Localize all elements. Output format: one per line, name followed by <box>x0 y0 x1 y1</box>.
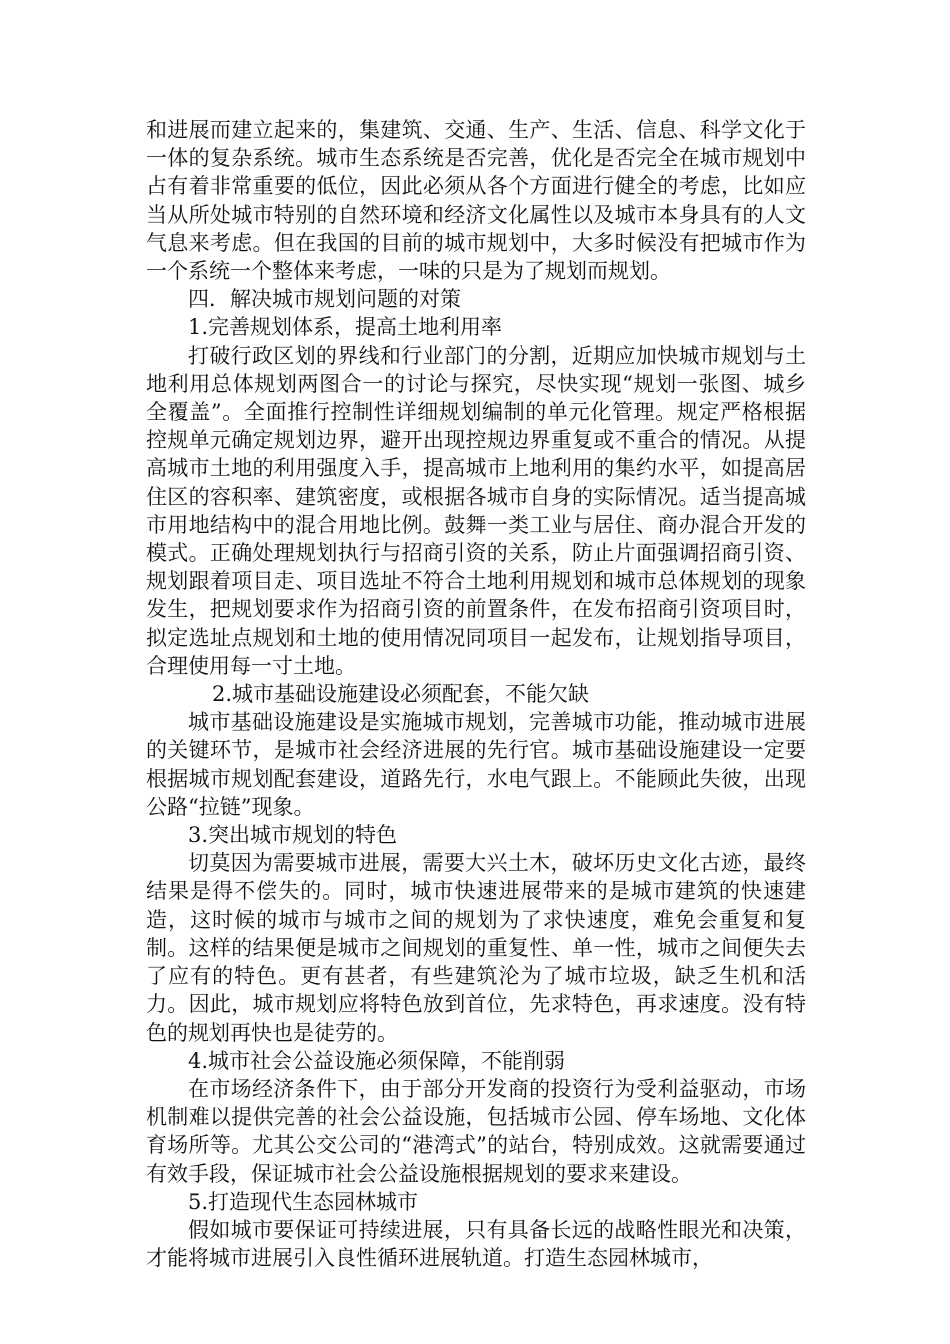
paragraph-2: 城市基础设施建设是实施城市规划，完善城市功能，推动城市进展的关键环节，是城市社会经济进展的先行官。城市基础设施建设一定要根据城市规划配套建设，道路先行，水电气跟上。不能顾此失彼，出现公路“拉链”现象。 <box>146 710 806 819</box>
document-body <box>146 116 806 1272</box>
section-heading-4: 四．解决城市规划问题的对策 <box>188 287 461 312</box>
paragraph-5: 假如城市要保证可持续进展，只有具备长远的战略性眼光和决策，才能将城市进展引入良性循环进展轨道。打造生态园林城市， <box>146 1217 806 1271</box>
subheading-3: 3.突出城市规划的特色 <box>188 823 398 848</box>
subheading-4: 4.城市社会公益设施必须保障，不能削弱 <box>188 1048 566 1073</box>
paragraph-3: 切莫因为需要城市进展，需要大兴土木，破坏历史文化古迹，最终结果是得不偿失的。同时，城市快速进展带来的是城市建筑的快速建造，这时候的城市与城市之间的规划为了求快速度，难免会重复和复制。这样的结果便是城市之间规划的重复性、单一性，城市之间便失去了应有的特色。更有甚者，有些建筑沦为了城市垃圾，缺乏生机和活力。因此，城市规划应将特色放到首位，先求特色，再求速度。没有特色的规划再快也是徒劳的。 <box>146 851 806 1045</box>
subheading-1: 1.完善规划体系，提高土地利用率 <box>188 315 503 340</box>
paragraph-4: 在市场经济条件下，由于部分开发商的投资行为受利益驱动，市场机制难以提供完善的社会公益设施，包括城市公园、停车场地、文化体育场所等。尤其公交公司的“港湾式”的站台，特别成效。这就需要通过有效手段，保证城市社会公益设施根据规划的要求来建设。 <box>146 1076 806 1186</box>
paragraph-intro-continued: 和进展而建立起来的，集建筑、交通、生产、生活、信息、科学文化于一体的复杂系统。城市生态系统是否完善，优化是否完全在城市规划中占有着非常重要的低位，因此必须从各个方面进行健全的考虑，比如应当从所处城市特别的自然环境和经济文化属性以及城市本身具有的人文气息来考虑。但在我国的目前的城市规划中，大多时候没有把城市作为一个系统一个整体来考虑，一味的只是为了规划而规划。 <box>146 118 806 284</box>
subheading-5: 5.打造现代生态园林城市 <box>188 1189 419 1214</box>
paragraph-1: 打破行政区划的界线和行业部门的分割，近期应加快城市规划与土地利用总体规划两图合一的讨论与探究，尽快实现“规划一张图、城乡全覆盖”。全面推行控制性详细规划编制的单元化管理。规定严格根据控规单元确定规划边界，避开出现控规边界重复或不重合的情况。从提高城市土地的利用强度入手，提高城市上地利用的集约水平，如提高居住区的容积率、建筑密度，或根据各城市自身的实际情况。适当提高城市用地结构中的混合用地比例。鼓舞一类工业与居住、商办混合开发的模式。正确处理规划执行与招商引资的关系，防止片面强调招商引资、规划跟着项目走、项目选址不符合土地利用规划和城市总体规划的现象发生，把规划要求作为招商引资的前置条件，在发布招商引资项目时，拟定选址点规划和土地的使用情况同项目一起发布，让规划指导项目，合理使用每一寸土地。 <box>146 343 806 678</box>
subheading-2: 2.城市基础设施建设必须配套，不能欠缺 <box>212 682 590 707</box>
